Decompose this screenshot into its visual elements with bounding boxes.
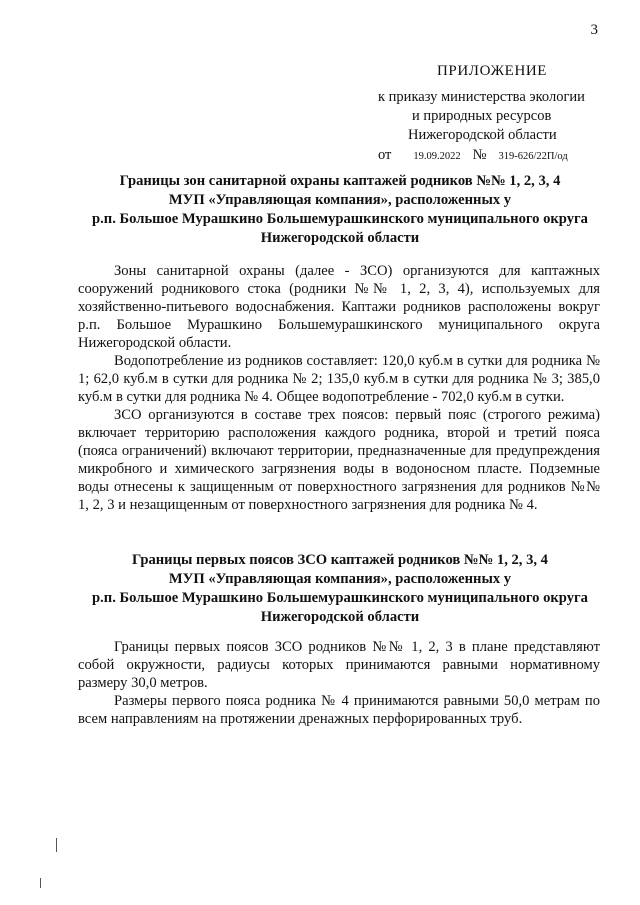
paragraph: Границы первых поясов ЗСО родников №№ 1, 2, 3 в плане представляют собой окружности, радиусы которых принимаются равными нормативному размеру 30,0 метров. (78, 639, 600, 691)
heading-line: Границы первых поясов ЗСО каптажей родников №№ 1, 2, 3, 4 (132, 552, 548, 568)
annex-title: ПРИЛОЖЕНИЕ (437, 63, 548, 79)
heading-line: Нижегородской области (260, 609, 420, 625)
annex-line-resources: и природных ресурсов (412, 108, 552, 124)
annex-line-order: к приказу министерства экологии (378, 89, 585, 105)
page-number: 3 (590, 22, 598, 38)
annex-line-region: Нижегородской области (408, 127, 557, 143)
annex-from-label: от (378, 147, 392, 163)
section-heading-first-belts (60, 551, 620, 627)
section-heading-zones (60, 172, 620, 248)
heading-line: Границы зон санитарной охраны каптажей родников №№ 1, 2, 3, 4 (119, 173, 561, 189)
annex-date-number (378, 146, 568, 166)
annex-number: 319-626/22П/од (498, 151, 568, 162)
paragraph: Водопотребление из родников составляет: 120,0 куб.м в сутки для родника № 1; 62,0 куб.м в сутки для родника № 2; 135,0 куб.м в сутки для родника № 3; 385,0 куб.м в сутки для родника № 4. Общее водопотребление - 702,0 куб.м в сутки. (78, 353, 600, 405)
scan-mark (56, 838, 57, 852)
heading-line: р.п. Большое Мурашкино Большемурашкинского муниципального округа (92, 590, 588, 606)
paragraph: ЗСО организуются в составе трех поясов: первый пояс (строгого режима) включает территорию расположения каждого родника, второй и третий пояса (пояса ограничений) включают территории, предназначенные для предупреждения микробного и химического загрязнения воды в водоносном пласте. Подземные воды отнесены к защищенным от поверхностного загрязнения для родников №№ 1, 2, 3 и незащищенным от поверхностного загрязнения для родника № 4. (78, 407, 600, 513)
heading-line: р.п. Большое Мурашкино Большемурашкинского муниципального округа (92, 211, 588, 227)
heading-line: МУП «Управляющая компания», расположенных у (168, 571, 512, 587)
paragraph: Размеры первого пояса родника № 4 принимаются равными 50,0 метрам по всем направлениям на протяжении дренажных перфорированных труб. (78, 693, 600, 727)
section-body-zones (78, 262, 600, 514)
section-body-first-belts (78, 638, 600, 728)
paragraph: Зоны санитарной охраны (далее - ЗСО) организуются для каптажных сооружений родникового стока (родники №№ 1, 2, 3, 4), используемых для хозяйственно-питьевого водоснабжения. Каптажи родников расположены вокруг р.п. Большое Мурашкино Большемурашкинского муниципального округа Нижегородской области. (78, 263, 600, 351)
annex-date: 19.09.2022 (413, 151, 461, 162)
heading-line: МУП «Управляющая компания», расположенных у (168, 192, 512, 208)
annex-number-label: № (472, 147, 487, 163)
heading-line: Нижегородской области (260, 230, 420, 246)
scan-mark (40, 878, 41, 888)
